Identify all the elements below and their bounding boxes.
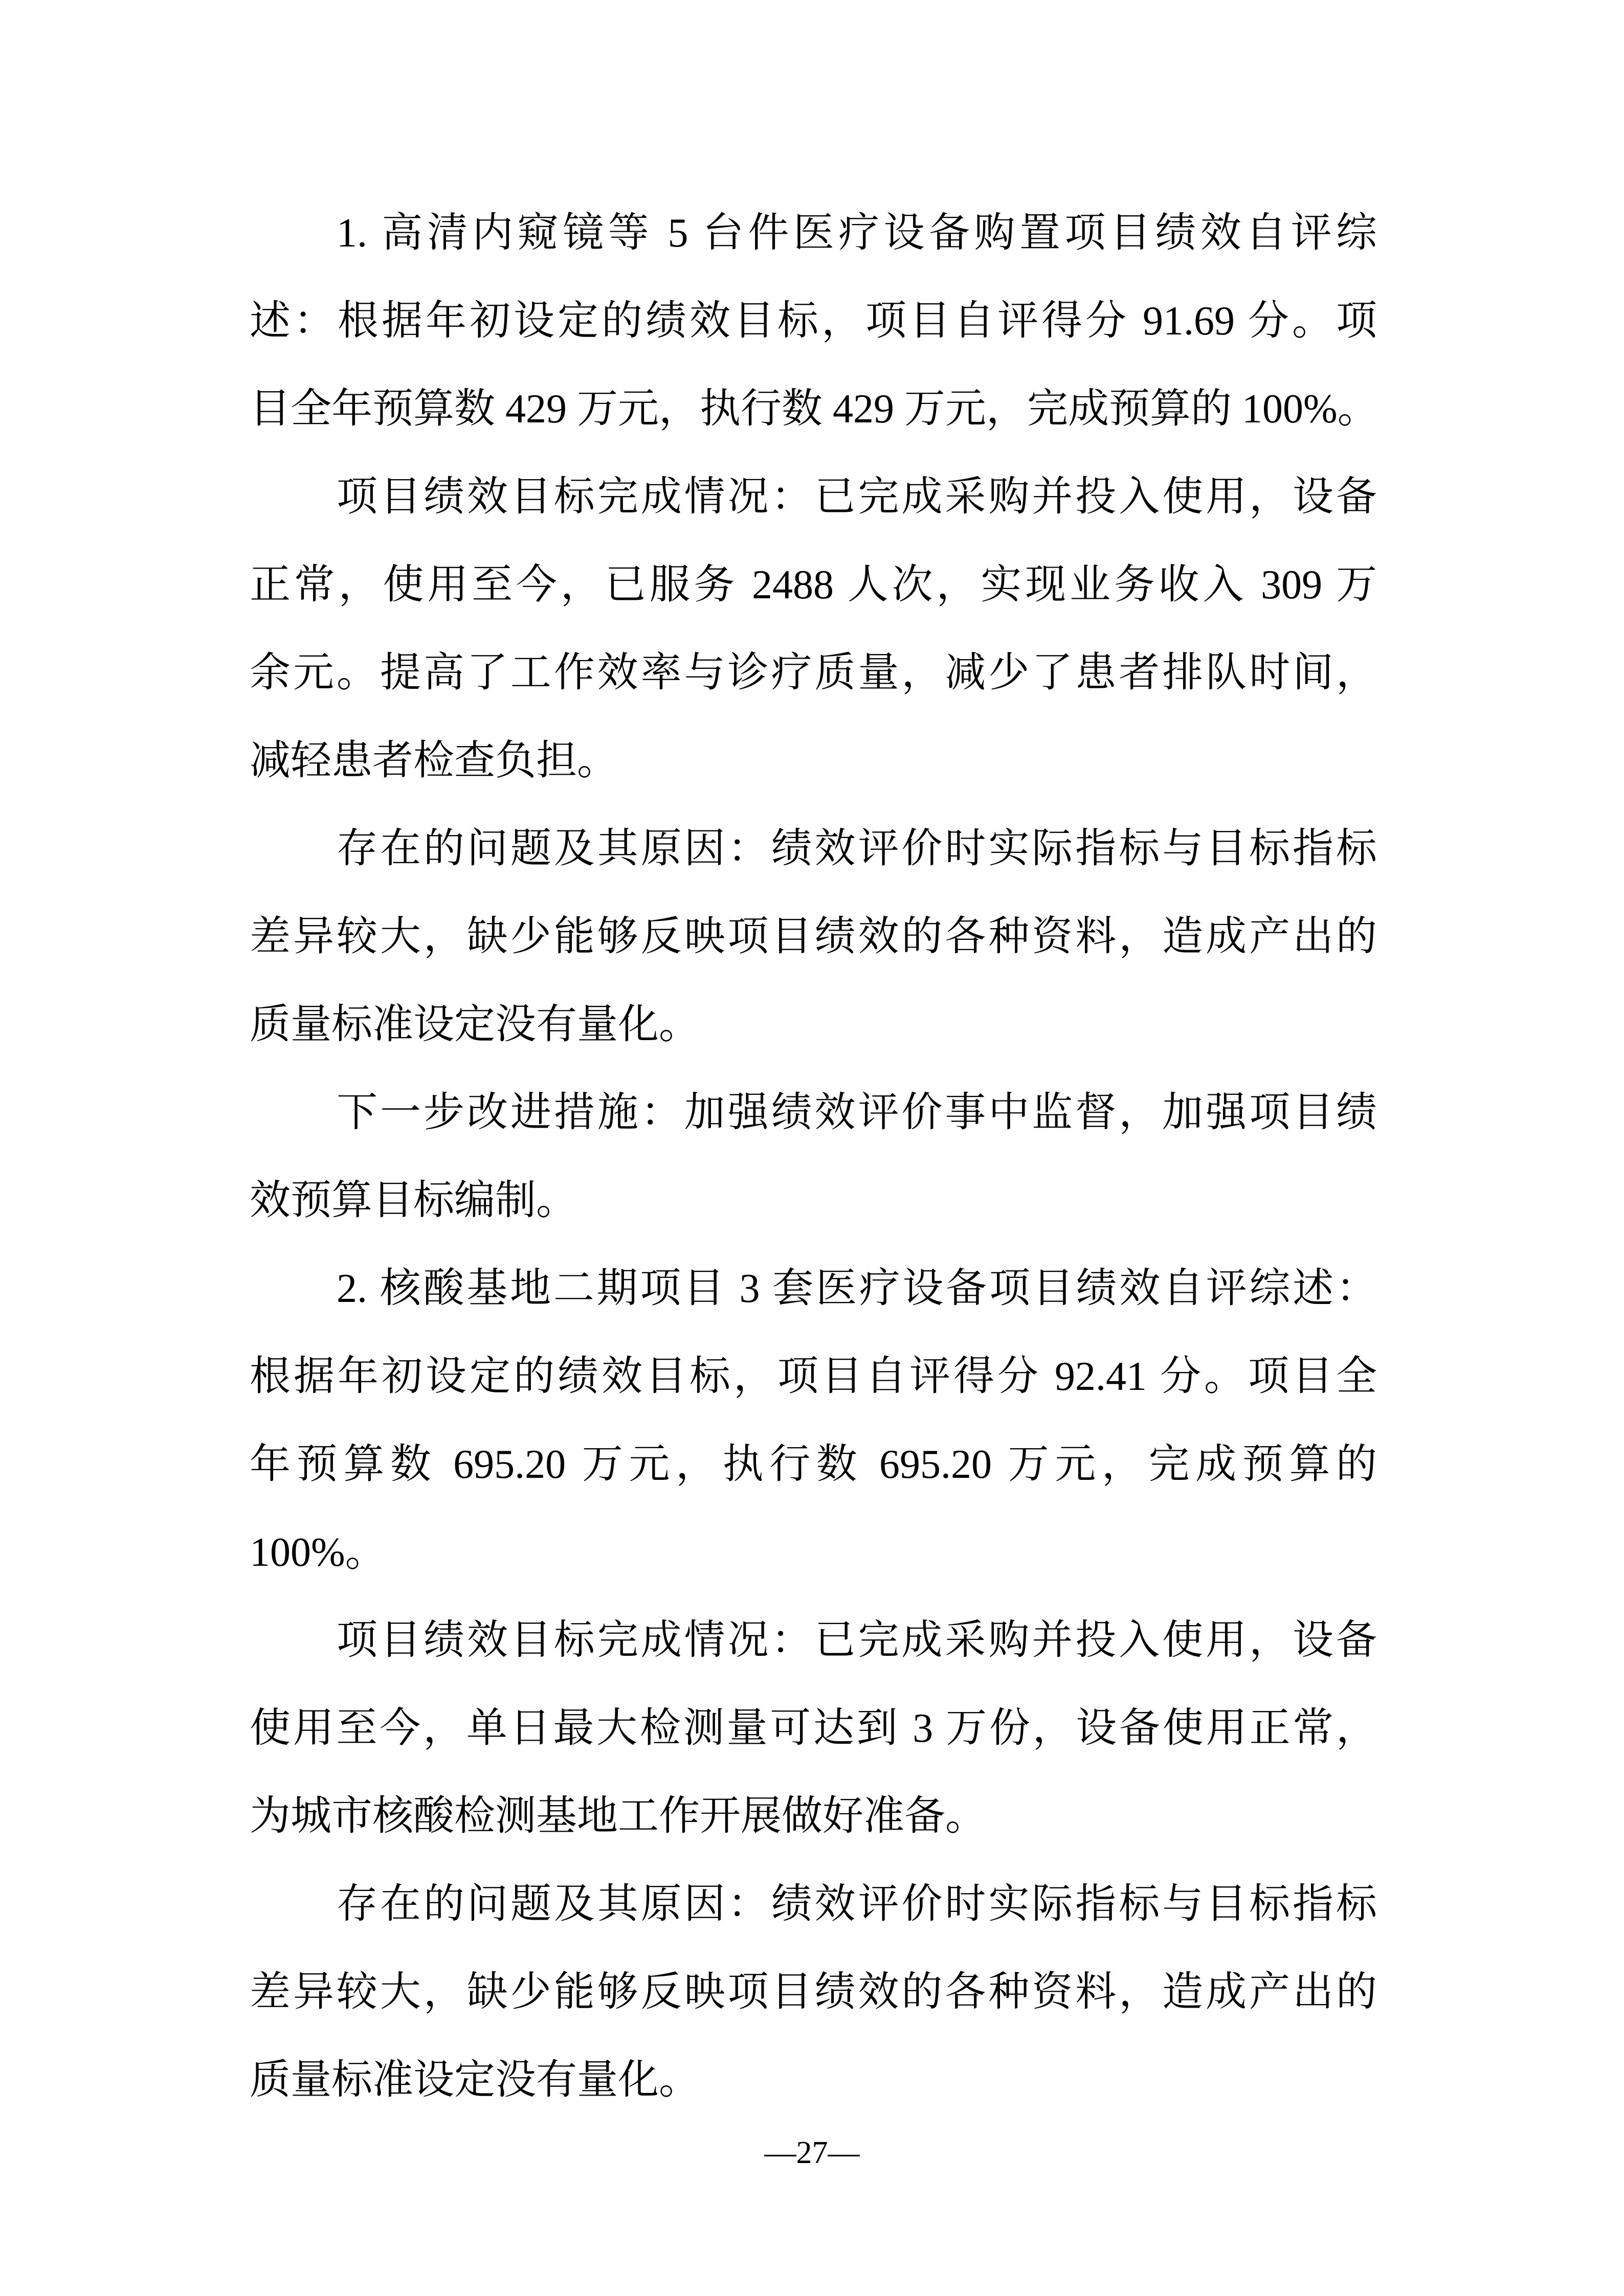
text-line: 差异较大，缺少能够反映项目绩效的各种资料，造成产出的	[250, 914, 1377, 959]
text-line: 目全年预算数 429 万元，执行数 429 万元，完成预算的 100%。	[250, 387, 1378, 432]
text-line: 述：根据年初设定的绩效目标，项目自评得分 91.69 分。项	[250, 299, 1377, 344]
text-line: 使用至今，单日最大检测量可达到 3 万份，设备使用正常，	[250, 1706, 1377, 1751]
text-line: 项目绩效目标完成情况：已完成采购并投入使用，设备	[337, 475, 1377, 520]
text-line: 为城市核酸检测基地工作开展做好准备。	[250, 1794, 986, 1839]
text-line: 正常，使用至今，已服务 2488 人次，实现业务收入 309 万	[250, 562, 1377, 607]
text-line: 效预算目标编制。	[250, 1178, 577, 1223]
text-line: 1. 高清内窥镜等 5 台件医疗设备购置项目绩效自评综	[337, 211, 1377, 256]
text-line: 年预算数 695.20 万元，执行数 695.20 万元，完成预算的	[250, 1442, 1377, 1487]
text-line: 差异较大，缺少能够反映项目绩效的各种资料，造成产出的	[250, 1970, 1377, 2015]
text-block	[250, 189, 1377, 2124]
text-line: 2. 核酸基地二期项目 3 套医疗设备项目绩效自评综述：	[337, 1266, 1377, 1311]
text-line: 余元。提高了工作效率与诊疗质量，减少了患者排队时间，	[250, 650, 1377, 695]
text-line: 质量标准设定没有量化。	[250, 1002, 700, 1047]
page-number: —27—	[764, 2135, 860, 2170]
text-line: 质量标准设定没有量化。	[250, 2058, 700, 2103]
text-line: 100%。	[250, 1530, 386, 1575]
text-line: 下一步改进措施：加强绩效评价事中监督，加强项目绩	[337, 1090, 1377, 1135]
text-line: 存在的问题及其原因：绩效评价时实际指标与目标指标	[337, 826, 1377, 871]
text-line: 存在的问题及其原因：绩效评价时实际指标与目标指标	[337, 1882, 1377, 1927]
text-line: 项目绩效目标完成情况：已完成采购并投入使用，设备	[337, 1618, 1377, 1663]
text-line: 根据年初设定的绩效目标，项目自评得分 92.41 分。项目全	[250, 1354, 1377, 1399]
text-line: 减轻患者检查负担。	[250, 738, 618, 783]
